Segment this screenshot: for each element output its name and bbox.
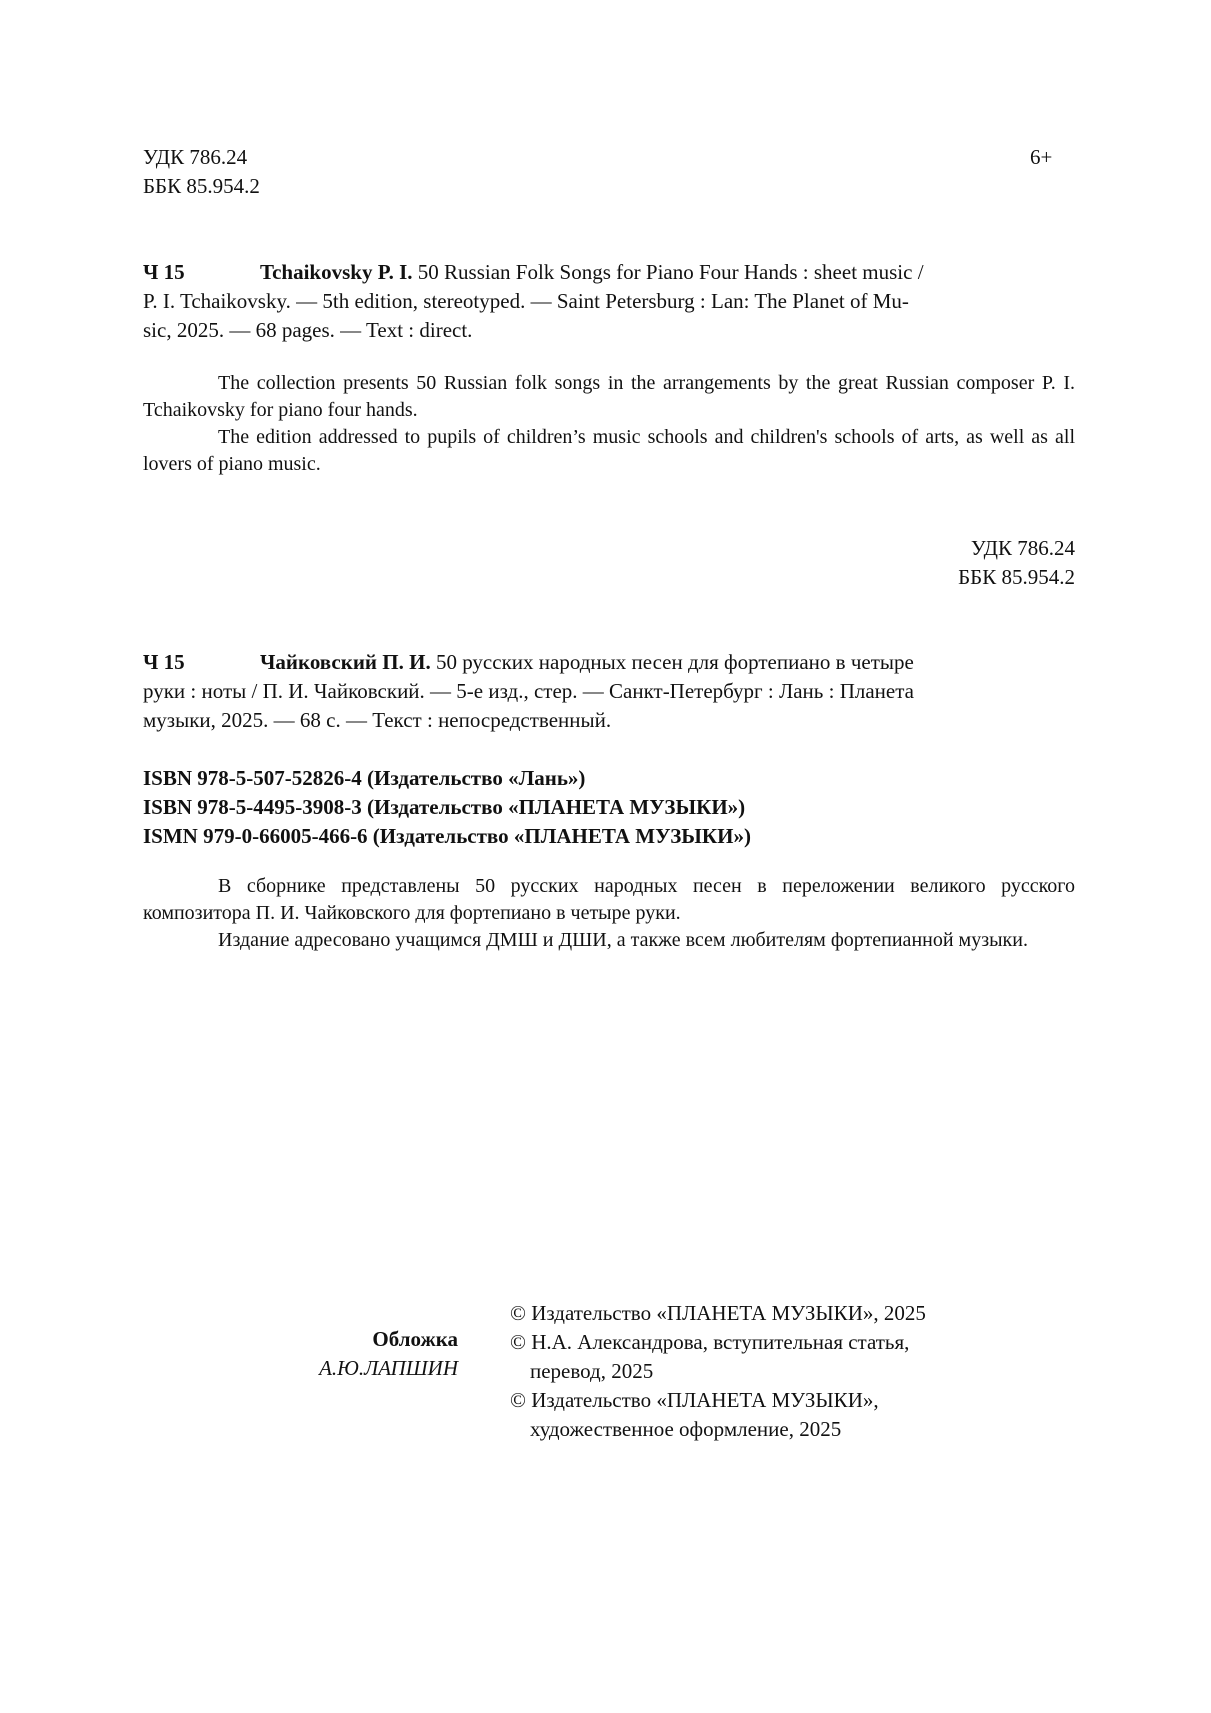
russian-annotation xyxy=(143,873,1075,954)
age-rating: 6+ xyxy=(1030,145,1053,169)
annotation-paragraph-1: The collection presents 50 Russian folk songs in the arrangements by the great Russian composer P. I. Tchaikovsky for piano four hands. xyxy=(143,372,1075,421)
cover-label: Обложка xyxy=(372,1327,458,1351)
top-classification xyxy=(143,143,1075,201)
copyright-block xyxy=(510,1299,1030,1444)
isbn-lan: ISBN 978-5-507-52826-4 (Издательство «Лань») xyxy=(143,766,586,790)
isbn-block xyxy=(143,764,1075,851)
udk-code: УДК 786.24 xyxy=(970,536,1075,560)
citation-line-3: музыки, 2025. — 68 с. — Текст : непосредственный. xyxy=(143,708,612,732)
copyright-design: © Издательство «ПЛАНЕТА МУЗЫКИ», xyxy=(510,1388,879,1412)
author-mark: Ч 15 xyxy=(143,260,185,284)
bbk-code: ББК 85.954.2 xyxy=(958,565,1075,589)
isbn-planeta: ISBN 978-5-4495-3908-3 (Издательство «ПЛАНЕТА МУЗЫКИ») xyxy=(143,795,746,819)
author-name: Чайковский П. И. xyxy=(260,650,431,674)
annotation-paragraph-2: Издание адресовано учащимся ДМШ и ДШИ, а также всем любителям фортепианной музыки. xyxy=(218,929,1028,951)
author-name: Tchaikovsky P. I. xyxy=(260,260,413,284)
citation-line-1: 50 русских народных песен для фортепиано в четыре xyxy=(435,650,914,674)
copyright-translator-cont: перевод, 2025 xyxy=(530,1359,654,1383)
cover-credit xyxy=(200,1325,458,1383)
english-annotation xyxy=(143,370,1075,478)
ismn-planeta: ISMN 979-0-66005-466-6 (Издательство «ПЛАНЕТА МУЗЫКИ») xyxy=(143,824,751,848)
copyright-design-cont: художественное оформление, 2025 xyxy=(530,1417,842,1441)
annotation-paragraph-2: The edition addressed to pupils of children’s music schools and children's schools of arts, as well as all lovers of piano music. xyxy=(143,426,1075,475)
cover-artist: А.Ю.ЛАПШИН xyxy=(319,1356,458,1380)
russian-citation xyxy=(143,648,1075,735)
copyright-translator: © Н.А. Александрова, вступительная статья, xyxy=(510,1330,910,1354)
udk-code: УДК 786.24 xyxy=(143,145,248,169)
english-citation xyxy=(143,258,1075,345)
citation-line-1: 50 Russian Folk Songs for Piano Four Hands : sheet music / xyxy=(417,260,924,284)
citation-line-2: P. I. Tchaikovsky. — 5th edition, stereotyped. — Saint Petersburg : Lan: The Planet of Mu- xyxy=(143,289,909,313)
copyright-publisher: © Издательство «ПЛАНЕТА МУЗЫКИ», 2025 xyxy=(510,1301,926,1325)
bbk-code: ББК 85.954.2 xyxy=(143,174,260,198)
citation-line-2: руки : ноты / П. И. Чайковский. — 5-е изд., стер. — Санкт-Петербург : Лань : Планета xyxy=(143,679,914,703)
citation-line-3: sic, 2025. — 68 pages. — Text : direct. xyxy=(143,318,473,342)
mid-classification xyxy=(143,534,1075,592)
author-mark: Ч 15 xyxy=(143,650,185,674)
annotation-paragraph-1: В сборнике представлены 50 русских народных песен в переложении великого русского композитора П. И. Чайковского для фортепиано в четыре руки. xyxy=(143,875,1075,924)
